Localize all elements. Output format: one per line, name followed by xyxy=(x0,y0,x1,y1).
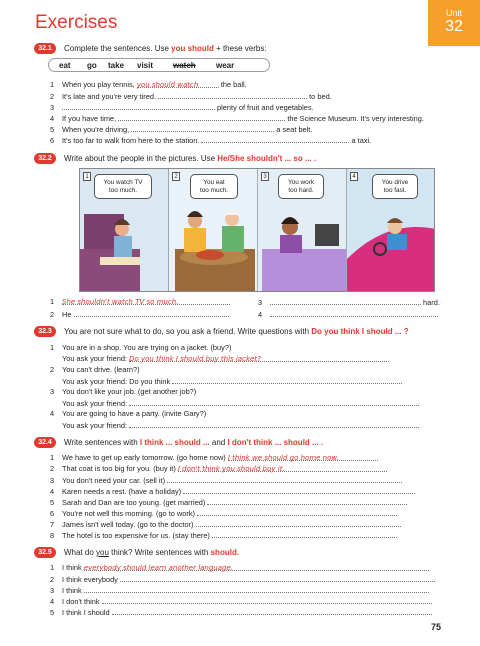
handwritten-answer: everybody should learn another language. xyxy=(83,564,234,572)
exercise-line xyxy=(50,309,229,319)
line-number: 2 xyxy=(50,575,55,584)
exercise-line xyxy=(50,607,432,617)
line-number: 5 xyxy=(50,608,55,617)
exercise-line xyxy=(50,508,397,518)
line-text: You don't like your job. (get another job?) xyxy=(62,387,197,396)
speech-bubble xyxy=(190,174,238,199)
line-text: plenty of fruit and vegetables. xyxy=(215,103,314,112)
instruction-emphasis: you xyxy=(96,548,109,557)
verb: go xyxy=(87,61,97,70)
exercise-line xyxy=(50,574,435,584)
line-text: If you have time, xyxy=(62,114,119,123)
exercise-instruction xyxy=(64,154,316,163)
line-text: You ask your friend: xyxy=(62,354,130,363)
line-number: 4 xyxy=(50,597,55,606)
instruction-keyword: Do you think I should ... ? xyxy=(311,327,409,336)
line-number: 6 xyxy=(50,509,55,518)
bubble-text: too fast. xyxy=(383,187,407,194)
exercise-line xyxy=(50,343,231,352)
instruction-text: You are not sure what to do, so you ask a friend. Write questions with xyxy=(64,327,312,336)
answer-field[interactable] xyxy=(120,574,435,582)
instruction-text: What do xyxy=(64,548,97,557)
exercise-line xyxy=(50,585,429,595)
exercise-line xyxy=(50,563,429,572)
answer-field[interactable] xyxy=(183,486,415,494)
bubble-text: You drive xyxy=(381,179,409,186)
line-text: You ask your friend: Do you think xyxy=(62,377,173,386)
line-number: 1 xyxy=(50,297,55,306)
line-number: 4 xyxy=(50,409,55,418)
handwritten-answer: I think we should go home now. xyxy=(227,454,339,462)
line-number: 2 xyxy=(50,365,55,374)
line-number: 1 xyxy=(50,80,55,89)
line-text: He xyxy=(62,310,74,319)
line-text: That coat is too big for you. (buy it) xyxy=(62,464,176,473)
verb-box xyxy=(48,58,270,72)
answer-field[interactable] xyxy=(62,102,215,110)
instruction-text: Write sentences with xyxy=(64,438,140,447)
line-text: Sarah and Dan are too young. (get married) xyxy=(62,498,206,507)
line-number: 3 xyxy=(50,387,55,396)
page-title: Exercises xyxy=(35,12,118,33)
instruction-text: Complete the sentences. Use xyxy=(64,44,172,53)
exercise-line xyxy=(50,135,371,145)
line-number: 4 xyxy=(50,487,55,496)
answer-field[interactable] xyxy=(207,497,407,505)
exercise-line xyxy=(50,497,407,507)
exercise-line xyxy=(50,354,389,363)
unit-label: Unit xyxy=(445,8,462,18)
line-number: 2 xyxy=(50,92,55,101)
speech-bubble xyxy=(372,174,418,199)
speech-bubble xyxy=(94,174,152,199)
line-text: When you play tennis, xyxy=(62,80,137,89)
instruction-text: think? Write sentences with xyxy=(108,548,211,557)
exercise-line xyxy=(50,464,387,473)
line-text: a seat belt. xyxy=(274,125,313,134)
exercise-line xyxy=(50,420,419,430)
answer-field[interactable] xyxy=(102,596,432,604)
page-number: 75 xyxy=(431,622,442,632)
exercise-line xyxy=(50,596,432,606)
exercise-instruction xyxy=(64,438,323,447)
verb: take xyxy=(108,61,125,70)
answer-field[interactable] xyxy=(228,453,378,461)
line-number: 6 xyxy=(50,136,55,145)
line-number: 4 xyxy=(258,310,263,319)
answer-field[interactable] xyxy=(212,530,397,538)
instruction-keyword: He/She shouldn't ... so ... . xyxy=(217,154,317,163)
answer-field[interactable] xyxy=(131,124,274,132)
verb: eat xyxy=(59,61,71,70)
picture-number: 1 xyxy=(83,172,91,181)
handwritten-answer: Do you think I should buy this jacket? xyxy=(129,355,261,363)
exercise-line xyxy=(50,475,402,485)
line-text: You ask your friend: xyxy=(62,421,130,430)
line-text: We have to get up early tomorrow. (go home now) xyxy=(62,453,226,462)
answer-field[interactable] xyxy=(270,297,421,305)
exercise-line xyxy=(258,297,440,307)
answer-field[interactable] xyxy=(84,563,429,571)
exercise-line xyxy=(50,376,402,386)
exercise-line xyxy=(50,91,332,101)
answer-field[interactable] xyxy=(158,91,307,99)
line-text: I don't think xyxy=(62,597,102,606)
bubble-text: too much. xyxy=(199,187,229,194)
exercise-badge: 32.1 xyxy=(34,43,56,54)
line-text: a taxi. xyxy=(349,136,372,145)
instruction-keyword: I don't think ... should ... . xyxy=(227,438,324,447)
line-text: I think I should xyxy=(62,608,112,617)
answer-field[interactable] xyxy=(129,420,419,428)
line-number: 7 xyxy=(50,520,55,529)
line-text: The hotel is too expensive for us. (stay there) xyxy=(62,531,210,540)
pictures-panel xyxy=(79,168,435,292)
instruction-keyword: should. xyxy=(210,548,240,557)
unit-number: 32 xyxy=(445,18,463,35)
bubble-text: You work xyxy=(287,179,315,186)
picture-number: 2 xyxy=(172,172,180,181)
bubble-text: too hard. xyxy=(288,187,314,194)
line-number: 8 xyxy=(50,531,55,540)
answer-field[interactable] xyxy=(270,309,438,317)
exercise-line xyxy=(50,519,401,529)
exercise-badge: 32.4 xyxy=(34,437,56,448)
picture-number: 3 xyxy=(261,172,269,181)
answer-field[interactable] xyxy=(196,519,401,527)
exercise-line xyxy=(50,398,419,408)
picture-number: 4 xyxy=(350,172,358,181)
verb: visit xyxy=(137,61,154,70)
answer-field[interactable] xyxy=(167,475,402,483)
unit-tab xyxy=(428,0,480,46)
instruction-text: + these verbs: xyxy=(213,44,267,53)
line-number: 1 xyxy=(50,343,55,352)
line-text: I think everybody xyxy=(62,575,120,584)
answer-field[interactable] xyxy=(74,309,229,317)
answer-field[interactable] xyxy=(137,80,219,88)
instruction-text: and xyxy=(209,438,228,447)
answer-field[interactable] xyxy=(129,354,389,362)
exercise-line xyxy=(50,453,378,462)
line-text: You're not well this morning. (go to work) xyxy=(62,509,195,518)
exercise-line xyxy=(50,530,397,540)
answer-field[interactable] xyxy=(84,585,429,593)
verb-used: watch xyxy=(173,61,196,70)
line-number: 4 xyxy=(50,114,55,123)
exercise-line xyxy=(50,365,140,374)
line-text: to bed. xyxy=(307,92,332,101)
line-text: I think xyxy=(62,563,84,572)
line-text: It's late and you're very tired. xyxy=(62,92,159,101)
answer-field[interactable] xyxy=(201,135,349,143)
answer-field[interactable] xyxy=(197,508,397,516)
exercise-instruction xyxy=(64,327,409,336)
line-number: 2 xyxy=(50,464,55,473)
line-number: 3 xyxy=(258,298,263,307)
answer-field[interactable] xyxy=(129,398,419,406)
line-text: You are in a shop. You are trying on a jacket. (buy?) xyxy=(62,343,232,352)
exercise-badge: 32.2 xyxy=(34,153,56,164)
bubble-text: too much. xyxy=(108,187,138,194)
line-text: You don't need your car. (sell it) xyxy=(62,476,166,485)
line-number: 2 xyxy=(50,310,55,319)
line-number: 1 xyxy=(50,563,55,572)
bubble-text: You watch TV xyxy=(103,179,143,186)
answer-field[interactable] xyxy=(62,297,230,305)
answer-field[interactable] xyxy=(112,607,432,615)
speech-bubble xyxy=(278,174,324,199)
line-number: 3 xyxy=(50,476,55,485)
line-text: It's too far to walk from here to the station. xyxy=(62,136,202,145)
handwritten-answer: I don't think you should buy it. xyxy=(177,465,285,473)
line-number: 5 xyxy=(50,498,55,507)
exercise-line xyxy=(50,486,415,496)
verb: wear xyxy=(216,61,235,70)
line-text: I think xyxy=(62,586,84,595)
answer-field[interactable] xyxy=(172,376,402,384)
line-text: the ball. xyxy=(218,80,247,89)
line-text: Karen needs a rest. (have a holiday) xyxy=(62,487,182,496)
exercise-instruction xyxy=(64,548,239,557)
line-text: You can't drive. (learn?) xyxy=(62,365,140,374)
line-text: When you're driving, xyxy=(62,125,132,134)
instruction-keyword: I think ... should ... xyxy=(139,438,210,447)
exercise-line xyxy=(50,113,424,123)
exercise-line xyxy=(50,124,312,134)
exercise-line xyxy=(50,409,206,418)
instruction-keyword: you should xyxy=(171,44,214,53)
exercise-badge: 32.3 xyxy=(34,326,56,337)
line-text: hard. xyxy=(421,298,440,307)
line-number: 3 xyxy=(50,586,55,595)
exercise-badge: 32.5 xyxy=(34,547,56,558)
line-number: 3 xyxy=(50,103,55,112)
line-text: You are going to have a party. (invite Gary?) xyxy=(62,409,207,418)
exercise-instruction xyxy=(64,44,267,53)
line-text: James isn't well today. (go to the doctor) xyxy=(62,520,194,529)
line-text: You ask your friend: xyxy=(62,399,130,408)
exercise-line xyxy=(50,387,196,396)
answer-field[interactable] xyxy=(118,113,285,121)
answer-field[interactable] xyxy=(178,464,387,472)
line-text: the Science Museum. It's very interesting. xyxy=(285,114,424,123)
line-number: 1 xyxy=(50,453,55,462)
exercise-line xyxy=(50,297,230,306)
handwritten-answer: you should watch xyxy=(136,81,199,89)
instruction-text: Write about the people in the pictures. Use xyxy=(64,154,218,163)
exercise-line xyxy=(258,309,438,319)
exercise-line xyxy=(50,102,314,112)
exercise-line xyxy=(50,80,247,89)
bubble-text: You eat xyxy=(203,179,225,186)
handwritten-answer: She shouldn't watch TV so much. xyxy=(62,298,179,306)
line-number: 5 xyxy=(50,125,55,134)
